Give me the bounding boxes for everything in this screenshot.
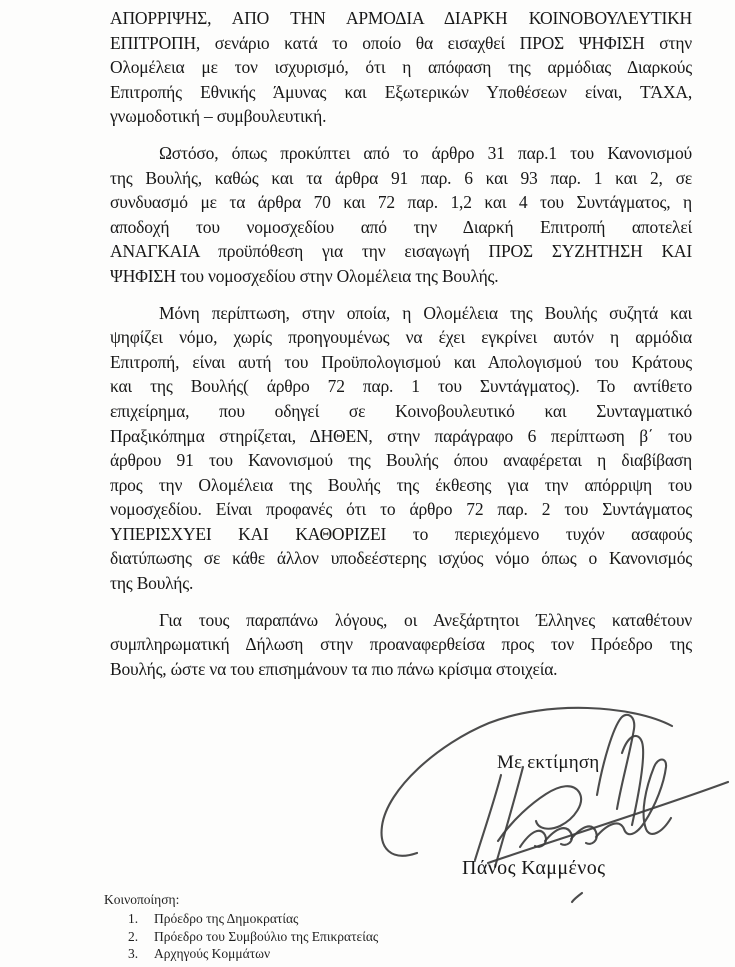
- document-line: ΑΝΑΓΚΑΙΑ προϋπόθεση για την εισαγωγή ΠΡΟΣ ΣΥΖΗΤΗΣΗ ΚΑΙ: [110, 241, 692, 262]
- distribution-list: [104, 910, 378, 963]
- document-line: Ωστόσο, όπως προκύπτει από το άρθρο 31 παρ.1 του Κανονισμού: [159, 142, 692, 163]
- document-line: ΥΠΕΡΙΣΧΥΕΙ ΚΑΙ ΚΑΘΟΡΙΖΕΙ το περιεχόμενο τυχόν ασαφούς: [110, 523, 692, 544]
- document-line: Βουλής, ώστε να του επισημάνουν τα πιο πάνω κρίσιμα στοιχεία.: [110, 658, 558, 679]
- document-line: ΑΠΟΡΡΙΨΗΣ, ΑΠΟ ΤΗΝ ΑΡΜΟΔΙΑ ΔΙΑΡΚΗ ΚΟΙΝΟΒΟΥΛΕΥΤΙΚΗ: [110, 8, 692, 28]
- distribution-label: Κοινοποίηση:: [104, 892, 180, 907]
- document-line: συμπληρωματική Δήλωση στην προαναφερθείσα προς τον Πρόεδρο της: [110, 634, 692, 655]
- document-line: Επιτροπή, είναι αυτή του Προϋπολογισμού και Απολογισμού του Κράτους: [110, 351, 692, 372]
- document-line: γνωμοδοτική – συμβουλευτική.: [110, 106, 327, 127]
- distribution-item-number: 1.: [128, 910, 139, 926]
- distribution-item: [104, 945, 378, 963]
- paragraph: [110, 608, 692, 682]
- closing-salutation: Με εκτίμηση: [497, 752, 600, 773]
- document-line: επιχείρημα, που οδηγεί σε Κοινοβουλευτικό και Συνταγματικό: [110, 400, 692, 421]
- document-line: αποδοχή του νομοσχεδίου από την Διαρκή Επιτροπή αποτελεί: [110, 216, 692, 237]
- document-line: Για τους παραπάνω λόγους, οι Ανεξάρτητοι Έλληνες καταθέτουν: [159, 609, 692, 630]
- document-line: της Βουλής, καθώς και τα άρθρα 91 παρ. 6 και 93 παρ. 1 και 2, σε: [110, 167, 692, 188]
- document-line: της Βουλής.: [110, 573, 194, 594]
- paragraph: [110, 141, 692, 289]
- signatory-name: Πάνος Καμμένος: [462, 857, 606, 879]
- document-line: Πραξικόπημα στηρίζεται, ΔΗΘΕΝ, στην παράγραφο 6 περίπτωση β΄ του: [110, 425, 692, 446]
- paragraph: [110, 301, 692, 596]
- distribution-item-number: 2.: [128, 928, 139, 944]
- distribution-item-text: Πρόεδρο του Συμβούλιο της Επικρατείας: [154, 928, 379, 944]
- document-line: διατύπωσης σε κάθε άλλον υποδεέστερης ισχύος νόμο όπως ο Κανονισμός: [110, 548, 692, 569]
- distribution-item: [104, 910, 378, 928]
- document-line: ΕΠΙΤΡΟΠΗ, σενάριο κατά το οποίο θα εισαχθεί ΠΡΟΣ ΨΗΦΙΣΗ στην: [110, 32, 692, 53]
- document-line: νομοσχεδίου. Είναι προφανές ότι το άρθρο 72 παρ. 2 του Συντάγματος: [110, 499, 692, 520]
- document-line: συνδυασμό με τα άρθρα 70 και 72 παρ. 1,2 και 4 του Συντάγματος, η: [110, 192, 692, 213]
- document-line: ΨΗΦΙΣΗ του νομοσχεδίου στην Ολομέλεια της Βουλής.: [110, 265, 499, 286]
- distribution-item: [104, 928, 378, 946]
- document-line: και της Βουλής( άρθρο 72 παρ. 1 του Συντάγματος). Το αντίθετο: [110, 376, 692, 397]
- document-line: άρθρου 91 του Κανονισμού της Βουλής όπου αναφέρεται η διαβίβαση: [110, 450, 692, 471]
- document-line: ψηφίζει νόμο, χωρίς προηγουμένως να έχει εγκρίνει αυτόν η αρμόδια: [110, 327, 692, 348]
- document-line: Μόνη περίπτωση, στην οποία, η Ολομέλεια της Βουλής συζητά και: [159, 302, 692, 323]
- distribution-item-number: 3.: [128, 946, 139, 962]
- document-line: Επιτροπής Εθνικής Άμυνας και Εξωτερικών Υποθέσεων είναι, ΤΆΧΑ,: [110, 81, 692, 102]
- distribution-section: [104, 891, 378, 963]
- document-line: προς την Ολομέλεια της Βουλής της έκθεσης για την απόρριψη του: [110, 474, 692, 495]
- document-body: [110, 6, 692, 681]
- distribution-item-text: Αρχηγούς Κομμάτων: [154, 946, 271, 962]
- paragraph: [110, 6, 692, 129]
- document-line: Ολομέλεια με τον ισχυρισμό, ότι η απόφαση της αρμόδιας Διαρκούς: [110, 57, 692, 78]
- distribution-item-text: Πρόεδρο της Δημοκρατίας: [154, 910, 299, 926]
